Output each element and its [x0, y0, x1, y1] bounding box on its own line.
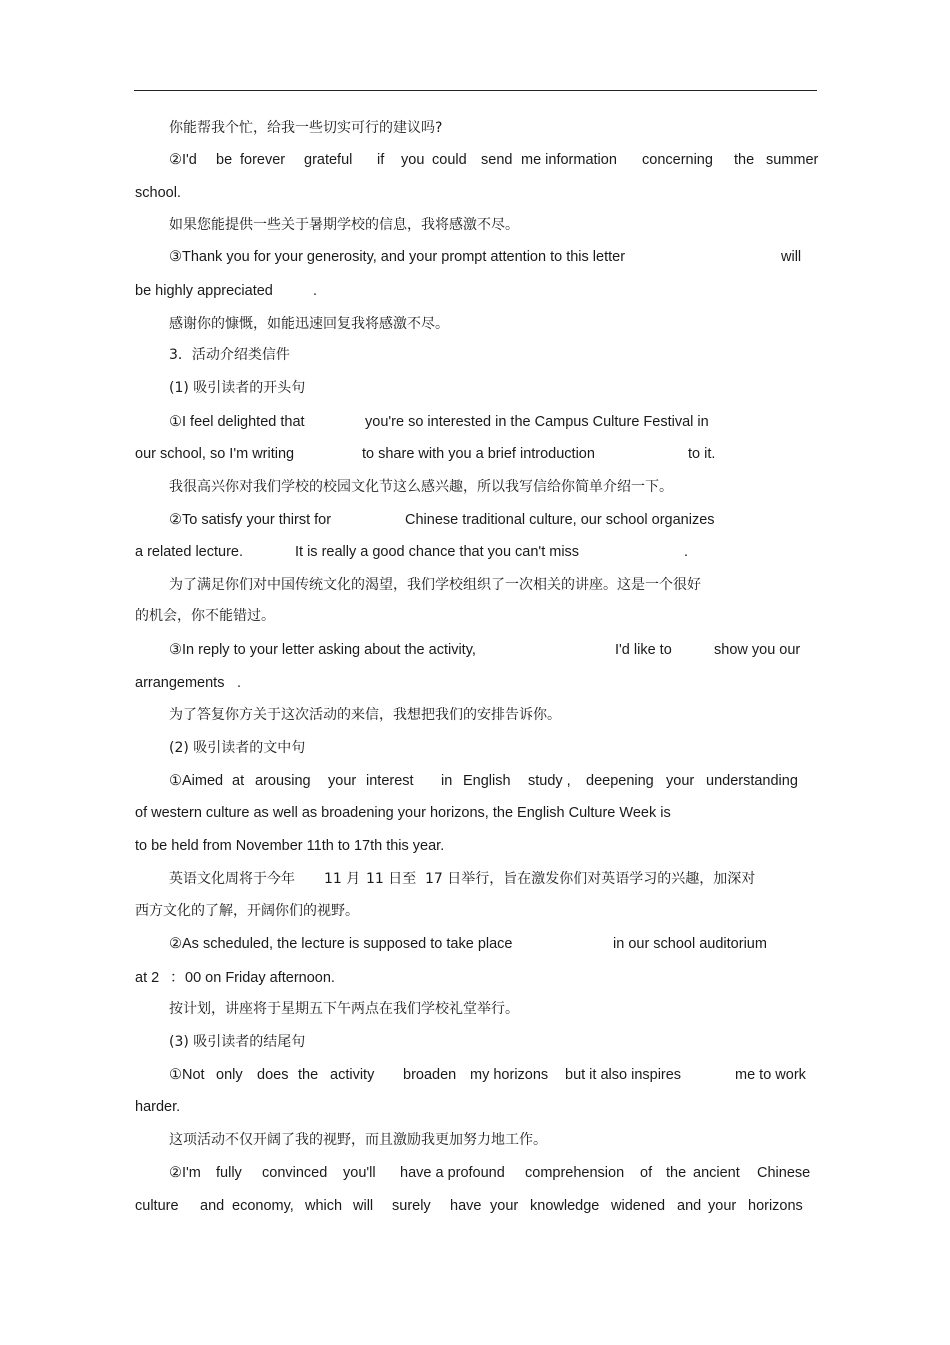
- text-segment: grateful: [304, 152, 353, 168]
- text-segment: 00 on Friday afternoon.: [185, 970, 335, 986]
- text-segment: 为了答复你方关于这次活动的来信，我想把我们的安排告诉你。: [169, 707, 561, 723]
- text-segment: Chinese traditional culture, our school organizes: [405, 512, 715, 528]
- text-segment: ②As scheduled, the lecture is supposed to take place: [169, 936, 513, 952]
- text-segment: horizons: [748, 1198, 803, 1214]
- text-segment: your: [328, 773, 357, 789]
- text-segment: broaden: [403, 1067, 457, 1083]
- text-segment: arrangements: [135, 675, 225, 691]
- text-segment: (2) 吸引读者的文中句: [169, 740, 306, 756]
- text-segment: have a profound: [400, 1165, 505, 1181]
- text-segment: Chinese: [757, 1165, 811, 1181]
- text-segment: 英语文化周将于今年: [169, 871, 295, 887]
- header-rule: [134, 90, 817, 91]
- text-segment: harder.: [135, 1099, 181, 1115]
- text-segment: does: [257, 1067, 289, 1083]
- text-segment: you: [401, 152, 425, 168]
- text-segment: 感谢你的慷慨，如能迅速回复我将感激不尽。: [169, 316, 449, 332]
- text-segment: ②To satisfy your thirst for: [169, 512, 332, 528]
- text-segment: .: [237, 675, 242, 691]
- text-segment: of western culture as well as broadening your horizons, the English Culture Week is: [135, 805, 671, 821]
- text-segment: 你能帮我个忙，给我一些切实可行的建议吗?: [169, 120, 443, 136]
- text-segment: me to work: [735, 1067, 806, 1083]
- text-segment: ：: [170, 970, 185, 986]
- text-segment: and: [200, 1198, 225, 1214]
- text-segment: widened: [611, 1198, 666, 1214]
- text-segment: 的机会，你不能错过。: [135, 608, 275, 624]
- text-segment: your: [708, 1198, 737, 1214]
- text-segment: understanding: [706, 773, 798, 789]
- text-segment: English: [463, 773, 511, 789]
- text-segment: 11 月: [324, 871, 361, 887]
- text-segment: show you our: [714, 642, 801, 658]
- text-segment: .: [313, 283, 318, 299]
- text-segment: if: [377, 152, 385, 168]
- text-segment: concerning: [642, 152, 713, 168]
- text-segment: ②I'm: [169, 1165, 201, 1181]
- text-segment: of: [640, 1165, 653, 1181]
- text-segment: 我很高兴你对我们学校的校园文化节这么感兴趣，所以我写信给你简单介绍一下。: [169, 479, 673, 495]
- text-segment: have: [450, 1198, 482, 1214]
- text-segment: my horizons: [470, 1067, 549, 1083]
- text-segment: .: [684, 544, 689, 560]
- text-segment: our school, so I'm writing: [135, 446, 295, 462]
- text-segment: in our school auditorium: [613, 936, 767, 952]
- text-segment: your: [666, 773, 695, 789]
- text-segment: fully: [216, 1165, 242, 1181]
- text-segment: ③Thank you for your generosity, and your prompt attention to this letter: [169, 249, 626, 265]
- text-segment: to be held from November 11th to 17th this year.: [135, 838, 445, 854]
- text-segment: which: [305, 1198, 343, 1214]
- text-segment: interest: [366, 773, 414, 789]
- text-segment: school.: [135, 185, 181, 201]
- text-segment: you'll: [343, 1165, 376, 1181]
- text-segment: comprehension: [525, 1165, 625, 1181]
- text-segment: the: [734, 152, 755, 168]
- text-segment: 按计划，讲座将于星期五下午两点在我们学校礼堂举行。: [169, 1001, 519, 1017]
- text-segment: the: [666, 1165, 687, 1181]
- text-segment: 如果您能提供一些关于暑期学校的信息，我将感激不尽。: [169, 217, 519, 233]
- text-segment: 西方文化的了解，开阔你们的视野。: [135, 903, 359, 919]
- text-segment: your: [490, 1198, 519, 1214]
- text-segment: culture: [135, 1198, 179, 1214]
- text-segment: study ,: [528, 773, 571, 789]
- text-segment: only: [216, 1067, 243, 1083]
- text-segment: and: [677, 1198, 702, 1214]
- text-segment: surely: [392, 1198, 431, 1214]
- text-segment: will: [781, 249, 802, 265]
- text-segment: I'd like to: [615, 642, 672, 658]
- text-segment: send: [481, 152, 513, 168]
- text-segment: me information: [521, 152, 617, 168]
- text-segment: knowledge: [530, 1198, 600, 1214]
- text-segment: 为了满足你们对中国传统文化的渴望，我们学校组织了一次相关的讲座。这是一个很好: [169, 577, 701, 593]
- text-segment: be highly appreciated: [135, 283, 273, 299]
- text-segment: activity: [330, 1067, 375, 1083]
- text-segment: It is really a good chance that you can't miss: [295, 544, 580, 560]
- text-segment: but it also inspires: [565, 1067, 682, 1083]
- text-segment: to share with you a brief introduction: [362, 446, 595, 462]
- text-segment: at 2: [135, 970, 160, 986]
- text-segment: be: [216, 152, 233, 168]
- text-segment: will: [353, 1198, 374, 1214]
- text-segment: 11 日至: [366, 871, 417, 887]
- text-segment: ①Not: [169, 1067, 205, 1083]
- text-segment: (3) 吸引读者的结尾句: [169, 1034, 306, 1050]
- text-segment: you're so interested in the Campus Culture Festival in: [365, 414, 709, 430]
- text-segment: the: [298, 1067, 319, 1083]
- text-segment: to it.: [688, 446, 716, 462]
- text-segment: could: [432, 152, 467, 168]
- text-segment: ancient: [693, 1165, 740, 1181]
- text-segment: ①Aimed: [169, 773, 224, 789]
- text-segment: 这项活动不仅开阔了我的视野，而且激励我更加努力地工作。: [169, 1132, 547, 1148]
- text-segment: 3．活动介绍类信件: [169, 347, 290, 363]
- text-segment: in: [441, 773, 453, 789]
- text-segment: 17 日举行，旨在激发你们对英语学习的兴趣，加深对: [425, 871, 756, 887]
- text-segment: convinced: [262, 1165, 328, 1181]
- text-segment: at: [232, 773, 245, 789]
- text-segment: forever: [240, 152, 286, 168]
- text-segment: ②I'd: [169, 152, 197, 168]
- text-segment: ③In reply to your letter asking about the activity,: [169, 642, 476, 658]
- text-segment: (1) 吸引读者的开头句: [169, 380, 306, 396]
- text-segment: economy,: [232, 1198, 294, 1214]
- text-segment: deepening: [586, 773, 654, 789]
- text-segment: a related lecture.: [135, 544, 244, 560]
- text-segment: arousing: [255, 773, 311, 789]
- text-segment: summer: [766, 152, 819, 168]
- text-segment: ①I feel delighted that: [169, 414, 305, 430]
